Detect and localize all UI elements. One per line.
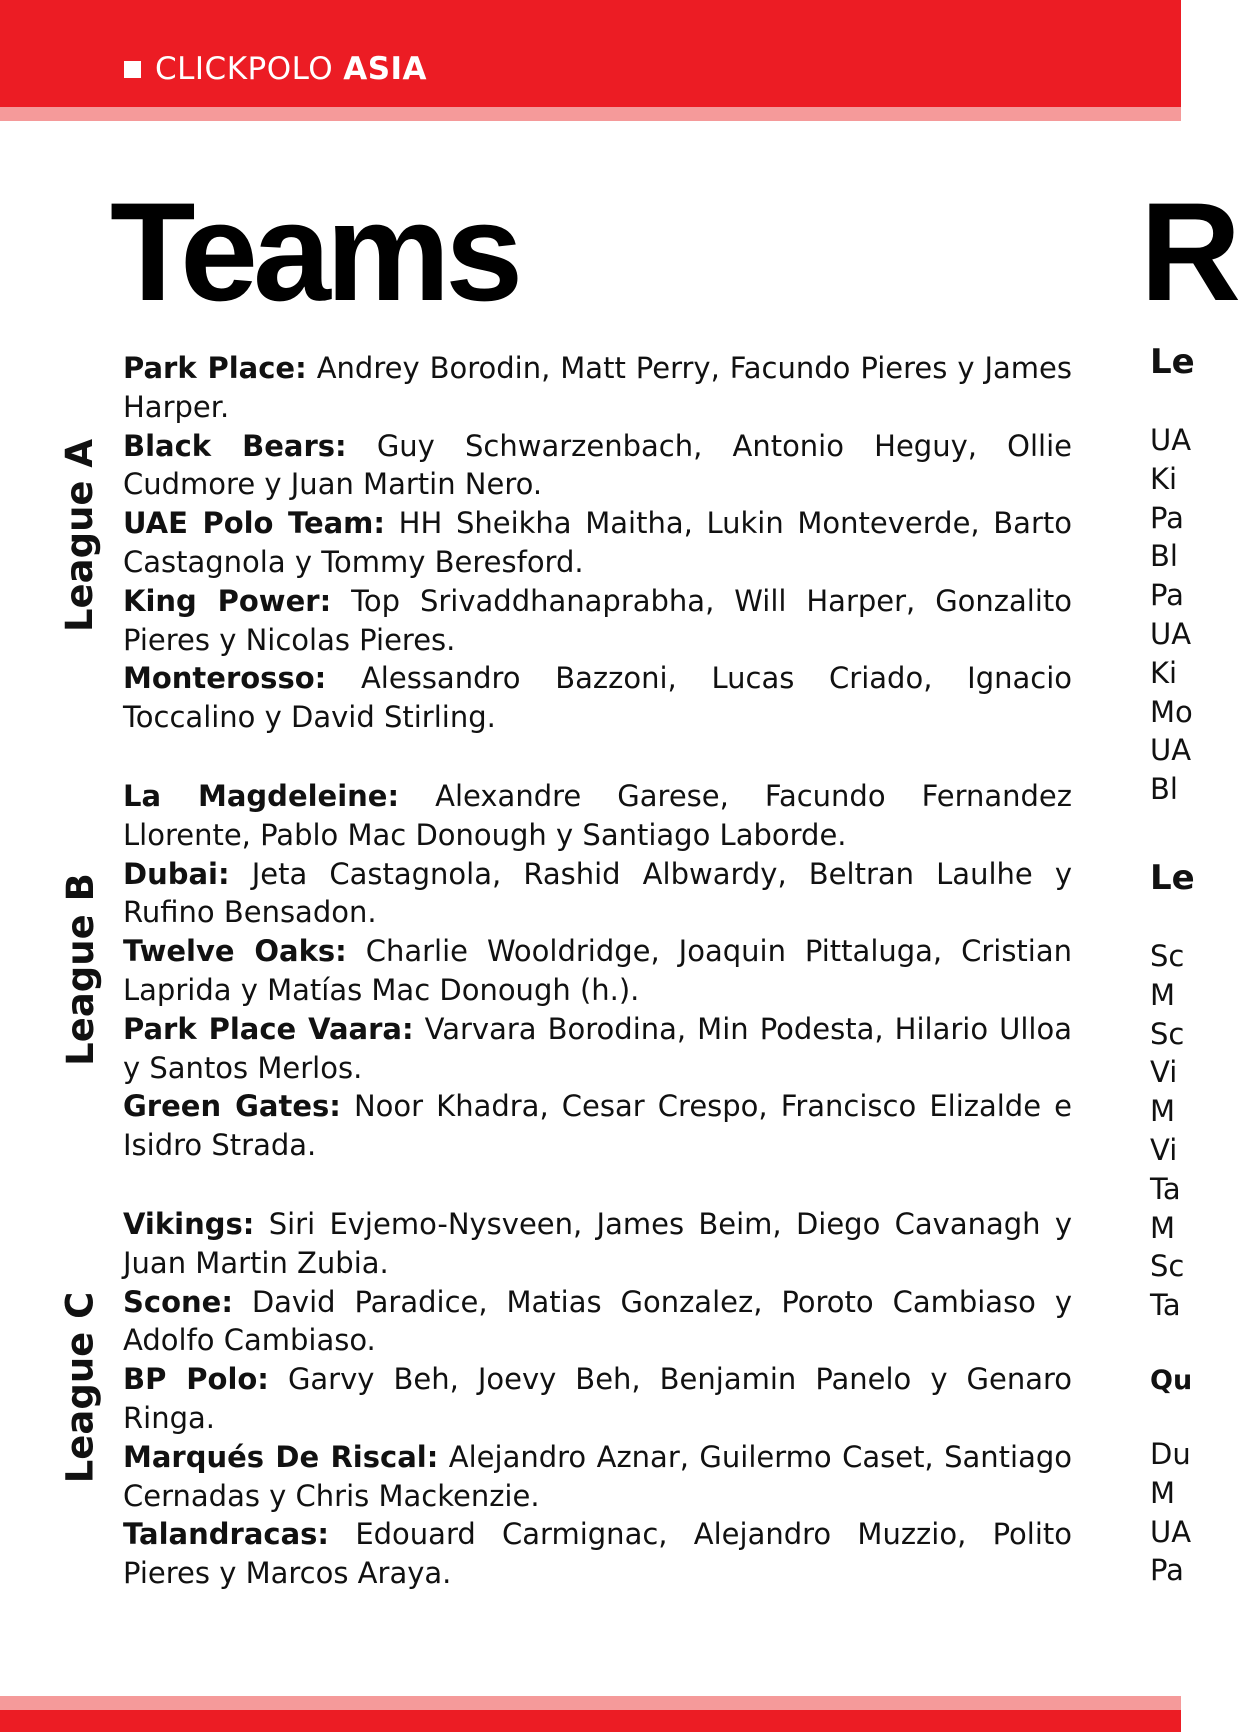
team-entry bbox=[123, 855, 1072, 933]
team-players: Jeta Castagnola, Rashid Albwardy, Beltran Laulhe y Rufino Bensadon. bbox=[123, 856, 1073, 930]
list-item: UA bbox=[1150, 733, 1192, 768]
list-item: Pa bbox=[1150, 1553, 1184, 1588]
team-players: Charlie Wooldridge, Joaquin Pittaluga, Cristian Laprida y Matías Mac Donough (h.). bbox=[123, 934, 1073, 1007]
team-entry bbox=[123, 1087, 1072, 1165]
team-name: UAE Polo Team: bbox=[123, 506, 386, 541]
team-name: Black Bears: bbox=[123, 428, 347, 463]
list-item: UA bbox=[1150, 1514, 1192, 1549]
brand-name: CLICKPOLO bbox=[155, 51, 334, 87]
team-entry bbox=[123, 582, 1072, 660]
list-item: Bl bbox=[1150, 772, 1178, 807]
team-name: Monterosso: bbox=[123, 661, 327, 696]
team-name: Dubai: bbox=[123, 856, 230, 891]
team-players: David Paradice, Matias Gonzalez, Poroto Cambiaso y Adolfo Cambiaso. bbox=[123, 1284, 1072, 1358]
team-entry bbox=[123, 1205, 1072, 1283]
list-item: Sc bbox=[1150, 1249, 1185, 1284]
league-c-teams bbox=[123, 1205, 1072, 1593]
right-heading-2: Le bbox=[1150, 858, 1195, 898]
team-name: Green Gates: bbox=[123, 1089, 341, 1124]
list-item: Sc bbox=[1150, 1016, 1185, 1051]
team-players: Top Srivaddhanaprabha, Will Harper, Gonzalito Pieres y Nicolas Pieres. bbox=[123, 583, 1073, 657]
league-label-a: League A bbox=[58, 438, 102, 632]
list-item: Du bbox=[1150, 1437, 1191, 1471]
square-bullet-icon bbox=[124, 61, 141, 78]
team-name: King Power: bbox=[123, 583, 332, 618]
list-item: Mo bbox=[1150, 694, 1193, 729]
team-name: Talandracas: bbox=[123, 1517, 330, 1552]
footer-accent-stripe bbox=[0, 1696, 1181, 1710]
team-entry bbox=[123, 349, 1072, 427]
team-name: Scone: bbox=[123, 1284, 233, 1319]
team-name: La Magdeleine: bbox=[123, 779, 400, 813]
list-item: Ki bbox=[1150, 461, 1178, 496]
list-item: Ta bbox=[1150, 1288, 1181, 1323]
team-players: Alexandre Garese, Facundo Fernandez Llorente, Pablo Mac Donough y Santiago Laborde. bbox=[123, 779, 1072, 852]
list-item: UA bbox=[1150, 616, 1192, 651]
team-entry bbox=[123, 1515, 1072, 1593]
team-name: Marqués De Riscal: bbox=[123, 1439, 439, 1474]
list-item: M bbox=[1150, 977, 1176, 1012]
team-entry bbox=[123, 1360, 1072, 1438]
league-b-teams bbox=[123, 777, 1072, 1165]
team-entry bbox=[123, 932, 1072, 1010]
team-players: Edouard Carmignac, Alejandro Muzzio, Polito Pieres y Marcos Araya. bbox=[123, 1517, 1073, 1591]
right-list-3 bbox=[1150, 1435, 1191, 1590]
list-item: M bbox=[1150, 1475, 1176, 1510]
team-entry bbox=[123, 659, 1072, 737]
team-players: HH Sheikha Maitha, Lukin Monteverde, Barto Castagnola y Tommy Beresford. bbox=[123, 506, 1072, 579]
team-players: Alessandro Bazzoni, Lucas Criado, Ignacio Toccalino y David Stirling. bbox=[123, 661, 1073, 735]
team-entry bbox=[123, 427, 1072, 505]
team-name: Twelve Oaks: bbox=[123, 934, 347, 969]
list-item: Ta bbox=[1150, 1171, 1181, 1206]
list-item: M bbox=[1150, 1094, 1176, 1129]
list-item: Vi bbox=[1150, 1055, 1178, 1090]
brand bbox=[124, 49, 427, 89]
page-title: Teams bbox=[110, 173, 519, 330]
next-column-title: R bbox=[1140, 173, 1241, 330]
list-item: Pa bbox=[1150, 578, 1184, 613]
team-name: Park Place Vaara: bbox=[123, 1011, 414, 1046]
right-list-1 bbox=[1150, 421, 1193, 809]
team-players: Noor Khadra, Cesar Crespo, Francisco Elizalde e Isidro Strada. bbox=[123, 1089, 1073, 1163]
header-accent-stripe bbox=[0, 107, 1181, 121]
brand-region: ASIA bbox=[343, 51, 428, 87]
league-label-b: League B bbox=[58, 872, 102, 1066]
team-entry bbox=[123, 1283, 1072, 1361]
team-name: Vikings: bbox=[123, 1207, 255, 1241]
list-item: Bl bbox=[1150, 539, 1178, 574]
team-entry bbox=[123, 1438, 1072, 1516]
right-heading-1: Le bbox=[1150, 342, 1195, 382]
league-label-c: League C bbox=[58, 1291, 102, 1483]
team-entry bbox=[123, 1010, 1072, 1088]
list-item: Sc bbox=[1150, 939, 1185, 973]
list-item: UA bbox=[1150, 423, 1192, 457]
team-players: Andrey Borodin, Matt Perry, Facundo Pieres y James Harper. bbox=[123, 351, 1072, 424]
team-players: Garvy Beh, Joevy Beh, Benjamin Panelo y Genaro Ringa. bbox=[123, 1362, 1073, 1435]
right-column-cropped bbox=[1150, 0, 1195, 1732]
team-players: Alejandro Aznar, Guilermo Caset, Santiago Cernadas y Chris Mackenzie. bbox=[123, 1439, 1073, 1513]
league-a-teams bbox=[123, 349, 1072, 737]
list-item: Vi bbox=[1150, 1132, 1178, 1167]
footer-bar bbox=[0, 1710, 1181, 1732]
team-name: Park Place: bbox=[123, 351, 307, 385]
right-list-2 bbox=[1150, 937, 1184, 1325]
list-item: Ki bbox=[1150, 655, 1178, 690]
list-item: M bbox=[1150, 1210, 1176, 1245]
team-entry bbox=[123, 504, 1072, 582]
team-players: Varvara Borodina, Min Podesta, Hilario Ulloa y Santos Merlos. bbox=[123, 1011, 1072, 1085]
team-players: Guy Schwarzenbach, Antonio Heguy, Ollie Cudmore y Juan Martin Nero. bbox=[123, 428, 1072, 502]
list-item: Pa bbox=[1150, 500, 1184, 535]
team-entry bbox=[123, 777, 1072, 855]
right-heading-3: Qu bbox=[1150, 1365, 1193, 1396]
team-players: Siri Evjemo-Nysveen, James Beim, Diego Cavanagh y Juan Martin Zubia. bbox=[123, 1207, 1072, 1280]
team-name: BP Polo: bbox=[123, 1362, 269, 1397]
